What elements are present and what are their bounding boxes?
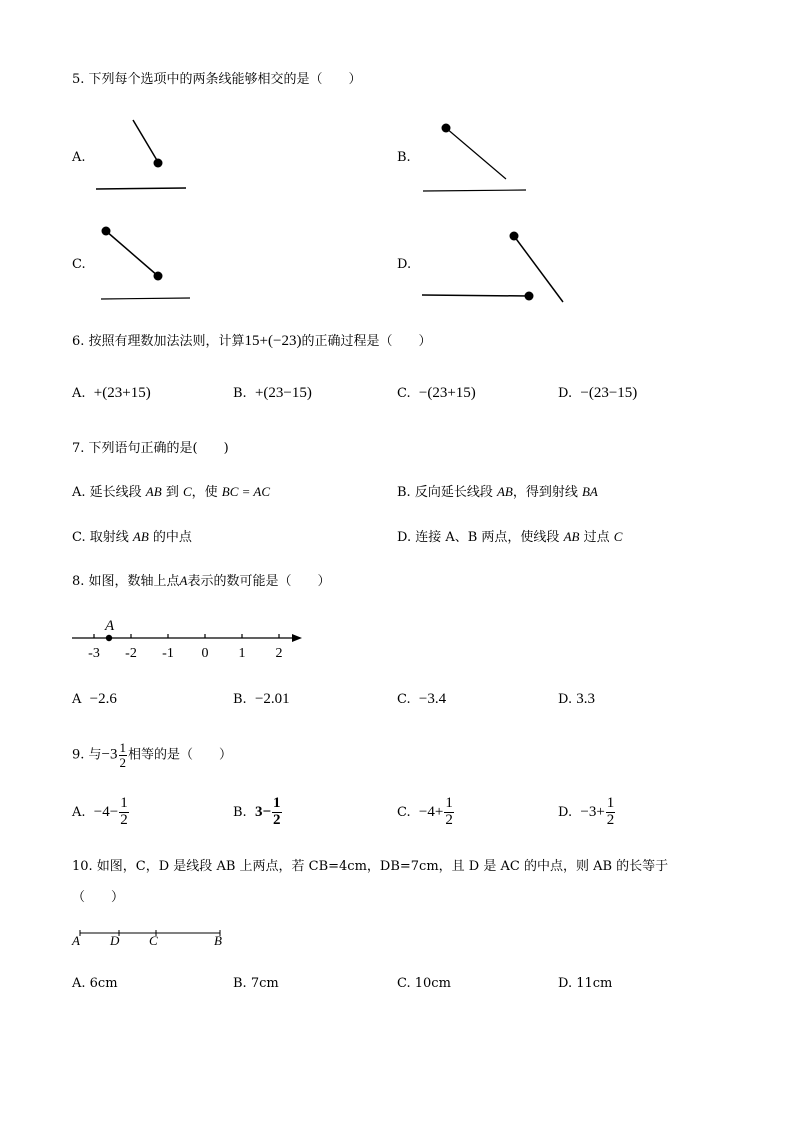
q8-option-b: B. −2.01 [233, 691, 290, 707]
q9-option-a: A. −4− $\frac{1}{2}$ [72, 795, 128, 828]
q8-number-line [66, 613, 308, 661]
tick-label: -1 [162, 646, 174, 661]
q9-stem: 9. 与−3 $\frac{1}{2}$ 相等的是（ ） [72, 740, 233, 770]
point-a-dot [106, 635, 112, 641]
q6-option-c: C. −(23+15) [397, 385, 476, 401]
q9-option-c: C. −4+ $\frac{1}{2}$ [397, 795, 453, 828]
q5-figure-b [415, 115, 535, 200]
q5-figure-a [90, 112, 200, 198]
q6-stem-post: 的正确过程是（ ） [301, 334, 432, 349]
tick-label: 2 [275, 646, 283, 661]
q5-figure-d [415, 225, 570, 307]
q8-option-a: A −2.6 [72, 691, 117, 707]
q5-option-b-label: B. [397, 150, 411, 165]
q9-option-b: B. 3− $\frac{1}{2}$ [233, 795, 281, 828]
q6-stem [72, 330, 431, 350]
q6-option-d: D. −(23−15) [558, 385, 638, 401]
q10-option-b: B. 7cm [233, 976, 279, 991]
q7-option-d: D. 连接 A、B 两点，使线段 AB 过点 C [397, 529, 623, 545]
q6-stem-pre: 6. 按照有理数加法法则，计算 [72, 334, 245, 349]
q7-stem: 7. 下列语句正确的是( ) [72, 441, 229, 456]
q8-option-d: D. 3.3 [558, 691, 595, 707]
segment-point-d: D [110, 933, 120, 948]
q5-option-c-label: C. [72, 257, 86, 272]
q8-stem: 8. 如图，数轴上点A表示的数可能是（ ） [72, 573, 331, 589]
q10-segment-figure [68, 923, 233, 949]
point-a-label: A [105, 618, 115, 634]
q6-option-b: B. +(23−15) [233, 385, 312, 401]
segment-point-b: B [214, 933, 222, 948]
q5-stem: 5. 下列每个选项中的两条线能够相交的是（ ） [72, 72, 362, 87]
tick-label: 0 [201, 646, 209, 661]
q7-option-b: B. 反向延长线段 AB，得到射线 BA [397, 484, 598, 500]
q5-figure-c [90, 220, 200, 305]
q8-option-c: C. −3.4 [397, 691, 447, 707]
q10-option-d: D. 11cm [558, 976, 613, 991]
q7-option-c: C. 取射线 AB 的中点 [72, 529, 192, 545]
q6-option-a: A. +(23+15) [72, 385, 151, 401]
q5-option-d-label: D. [397, 257, 412, 272]
q7-option-a: A. 延长线段 AB 到 C，使 BC = AC [72, 484, 271, 500]
q6-stem-math: 15+(−23) [244, 333, 302, 349]
q10-stem-line1: 10. 如图，C，D 是线段 AB 上两点，若 CB=4cm，DB=7cm，且 D 是 AC 的中点，则 AB 的长等于 [72, 859, 669, 874]
q10-option-c: C. 10cm [397, 976, 451, 991]
segment-point-a: A [72, 933, 80, 948]
q5-option-a-label: A. [72, 150, 86, 165]
q9-option-d: D. −3+ $\frac{1}{2}$ [558, 795, 615, 828]
tick-label: -2 [125, 646, 137, 661]
segment-point-c: C [149, 933, 158, 948]
tick-label: -3 [88, 646, 100, 661]
q10-stem-line2: （ ） [72, 890, 125, 905]
tick-label: 1 [238, 646, 246, 661]
q10-option-a: A. 6cm [72, 976, 118, 991]
